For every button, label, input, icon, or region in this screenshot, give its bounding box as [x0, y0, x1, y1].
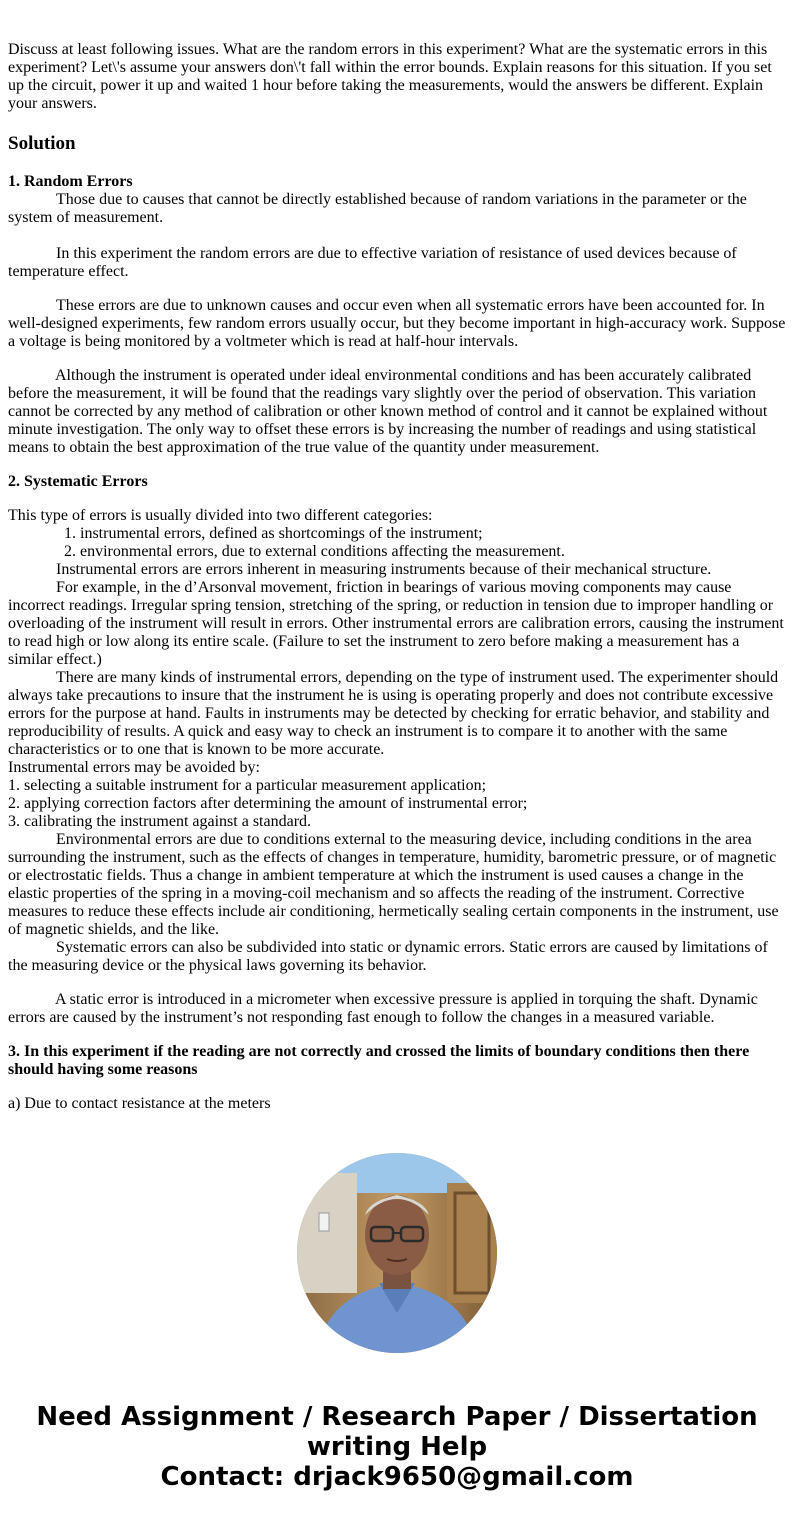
systematic-paragraph-2: For example, in the d’Arsonval movement, friction in bearings of various moving components may cause incorrect readings. Irregular spring tension, stretching of the spring, or reduction in tension due to improper handling or overloading of the instrument will result in errors. Other instrumental errors are calibration errors, causing the instrument to read high or low along its entire scale. (Failure to set the instrument to zero before making a measurement has a similar effect.)	[8, 579, 784, 668]
systematic-paragraph-4: Environmental errors are due to conditions external to the measuring device, including conditions in the area surrounding the instrument, such as the effects of changes in temperature, humidity, barometric pressure, or of magnetic or electrostatic fields. Thus a change in ambient temperature at which the instrument is used causes a change in the elastic properties of the spring in a moving-coil mechanism and so affects the reading of the instrument. Corrective measures to reduce these effects include air conditioning, hermetically sealing certain components in the instrument, use of magnetic shields, and the like.	[8, 831, 779, 938]
section-reasons	[8, 1043, 787, 1113]
list-item: 3. calibrating the instrument against a standard.	[8, 813, 312, 830]
question-text: Discuss at least following issues. What are the random errors in this experiment? What are the systematic errors in this experiment? Let\'s assume your answers don\'t fall within the error bounds. Explain reasons for this situation. If you set up the circuit, power it up and waited 1 hour before taking the measurements, would the answers be different. Explain your answers.	[8, 41, 772, 112]
reasons-heading: 3. In this experiment if the reading are not correctly and crossed the limits of boundary conditions then there should having some reasons	[8, 1043, 750, 1078]
category-list	[8, 525, 787, 561]
footer-line-2: writing Help	[306, 1432, 488, 1462]
systematic-errors-heading: 2. Systematic Errors	[8, 473, 148, 490]
systematic-paragraph-3: There are many kinds of instrumental errors, depending on the type of instrument used. The experimenter should always take precautions to insure that the instrument he is using is operating properly and does not contribute excessive errors for the purpose at hand. Faults in instruments may be detected by checking for erratic behavior, and stability and reproducibility of results. A quick and easy way to check an instrument is to compare it to another with the same characteristics or to one that is known to be more accurate.	[8, 669, 779, 758]
random-paragraph-2: In this experiment the random errors are due to effective variation of resistance of used devices because of temperature effect.	[8, 245, 737, 280]
systematic-paragraph-1: Instrumental errors are errors inherent in measuring instruments because of their mechanical structure.	[56, 561, 712, 578]
systematic-paragraph-5: Systematic errors can also be subdivided into static or dynamic errors. Static errors are caused by limitations of the measuring device or the physical laws governing its behavior.	[8, 939, 768, 974]
random-errors-heading: 1. Random Errors	[8, 173, 133, 190]
list-item: 1. selecting a suitable instrument for a particular measurement application;	[8, 777, 487, 794]
section-systematic-errors	[8, 473, 787, 1027]
footer-contact-line: Contact: drjack9650@gmail.com	[160, 1462, 634, 1492]
random-paragraph-1: Those due to causes that cannot be directly established because of random variations in the parameter or the system of measurement.	[8, 191, 747, 226]
section-random-errors	[8, 173, 787, 457]
footer-line-1: Need Assignment / Research Paper / Dissertation	[36, 1402, 758, 1432]
random-paragraph-4: Although the instrument is operated under ideal environmental conditions and has been accurately calibrated before the measurement, it will be found that the readings vary slightly over the period of observation. This variation cannot be corrected by any method of calibration or other known method of control and it cannot be explained without minute investigation. The only way to offset these errors is by increasing the number of readings and using statistical means to obtain the best approximation of the true value of the quantity under measurement.	[8, 367, 768, 456]
systematic-paragraph-6: A static error is introduced in a micrometer when excessive pressure is applied in torquing the shaft. Dynamic errors are caused by the instrument’s not responding fast enough to follow the changes in a measured variable.	[8, 991, 758, 1026]
list-item: 2. applying correction factors after determining the amount of instrumental error;	[8, 795, 528, 812]
reason-item-a: a) Due to contact resistance at the meters	[8, 1095, 271, 1112]
random-paragraph-3: These errors are due to unknown causes and occur even when all systematic errors have been accounted for. In well-designed experiments, few random errors usually occur, but they become important in high-accuracy work. Suppose a voltage is being monitored by a voltmeter which is read at half-hour intervals.	[8, 297, 786, 350]
person-photo-icon	[297, 1153, 497, 1353]
solution-heading: Solution	[8, 133, 76, 154]
avatar	[297, 1153, 497, 1353]
contact-footer	[0, 1402, 794, 1492]
avoid-intro: Instrumental errors may be avoided by:	[8, 759, 260, 776]
list-item: 2. environmental errors, due to external conditions affecting the measurement.	[80, 543, 787, 561]
list-item: 1. instrumental errors, defined as shortcomings of the instrument;	[80, 525, 787, 543]
document-body	[8, 41, 787, 1113]
systematic-intro: This type of errors is usually divided into two different categories:	[8, 507, 433, 524]
